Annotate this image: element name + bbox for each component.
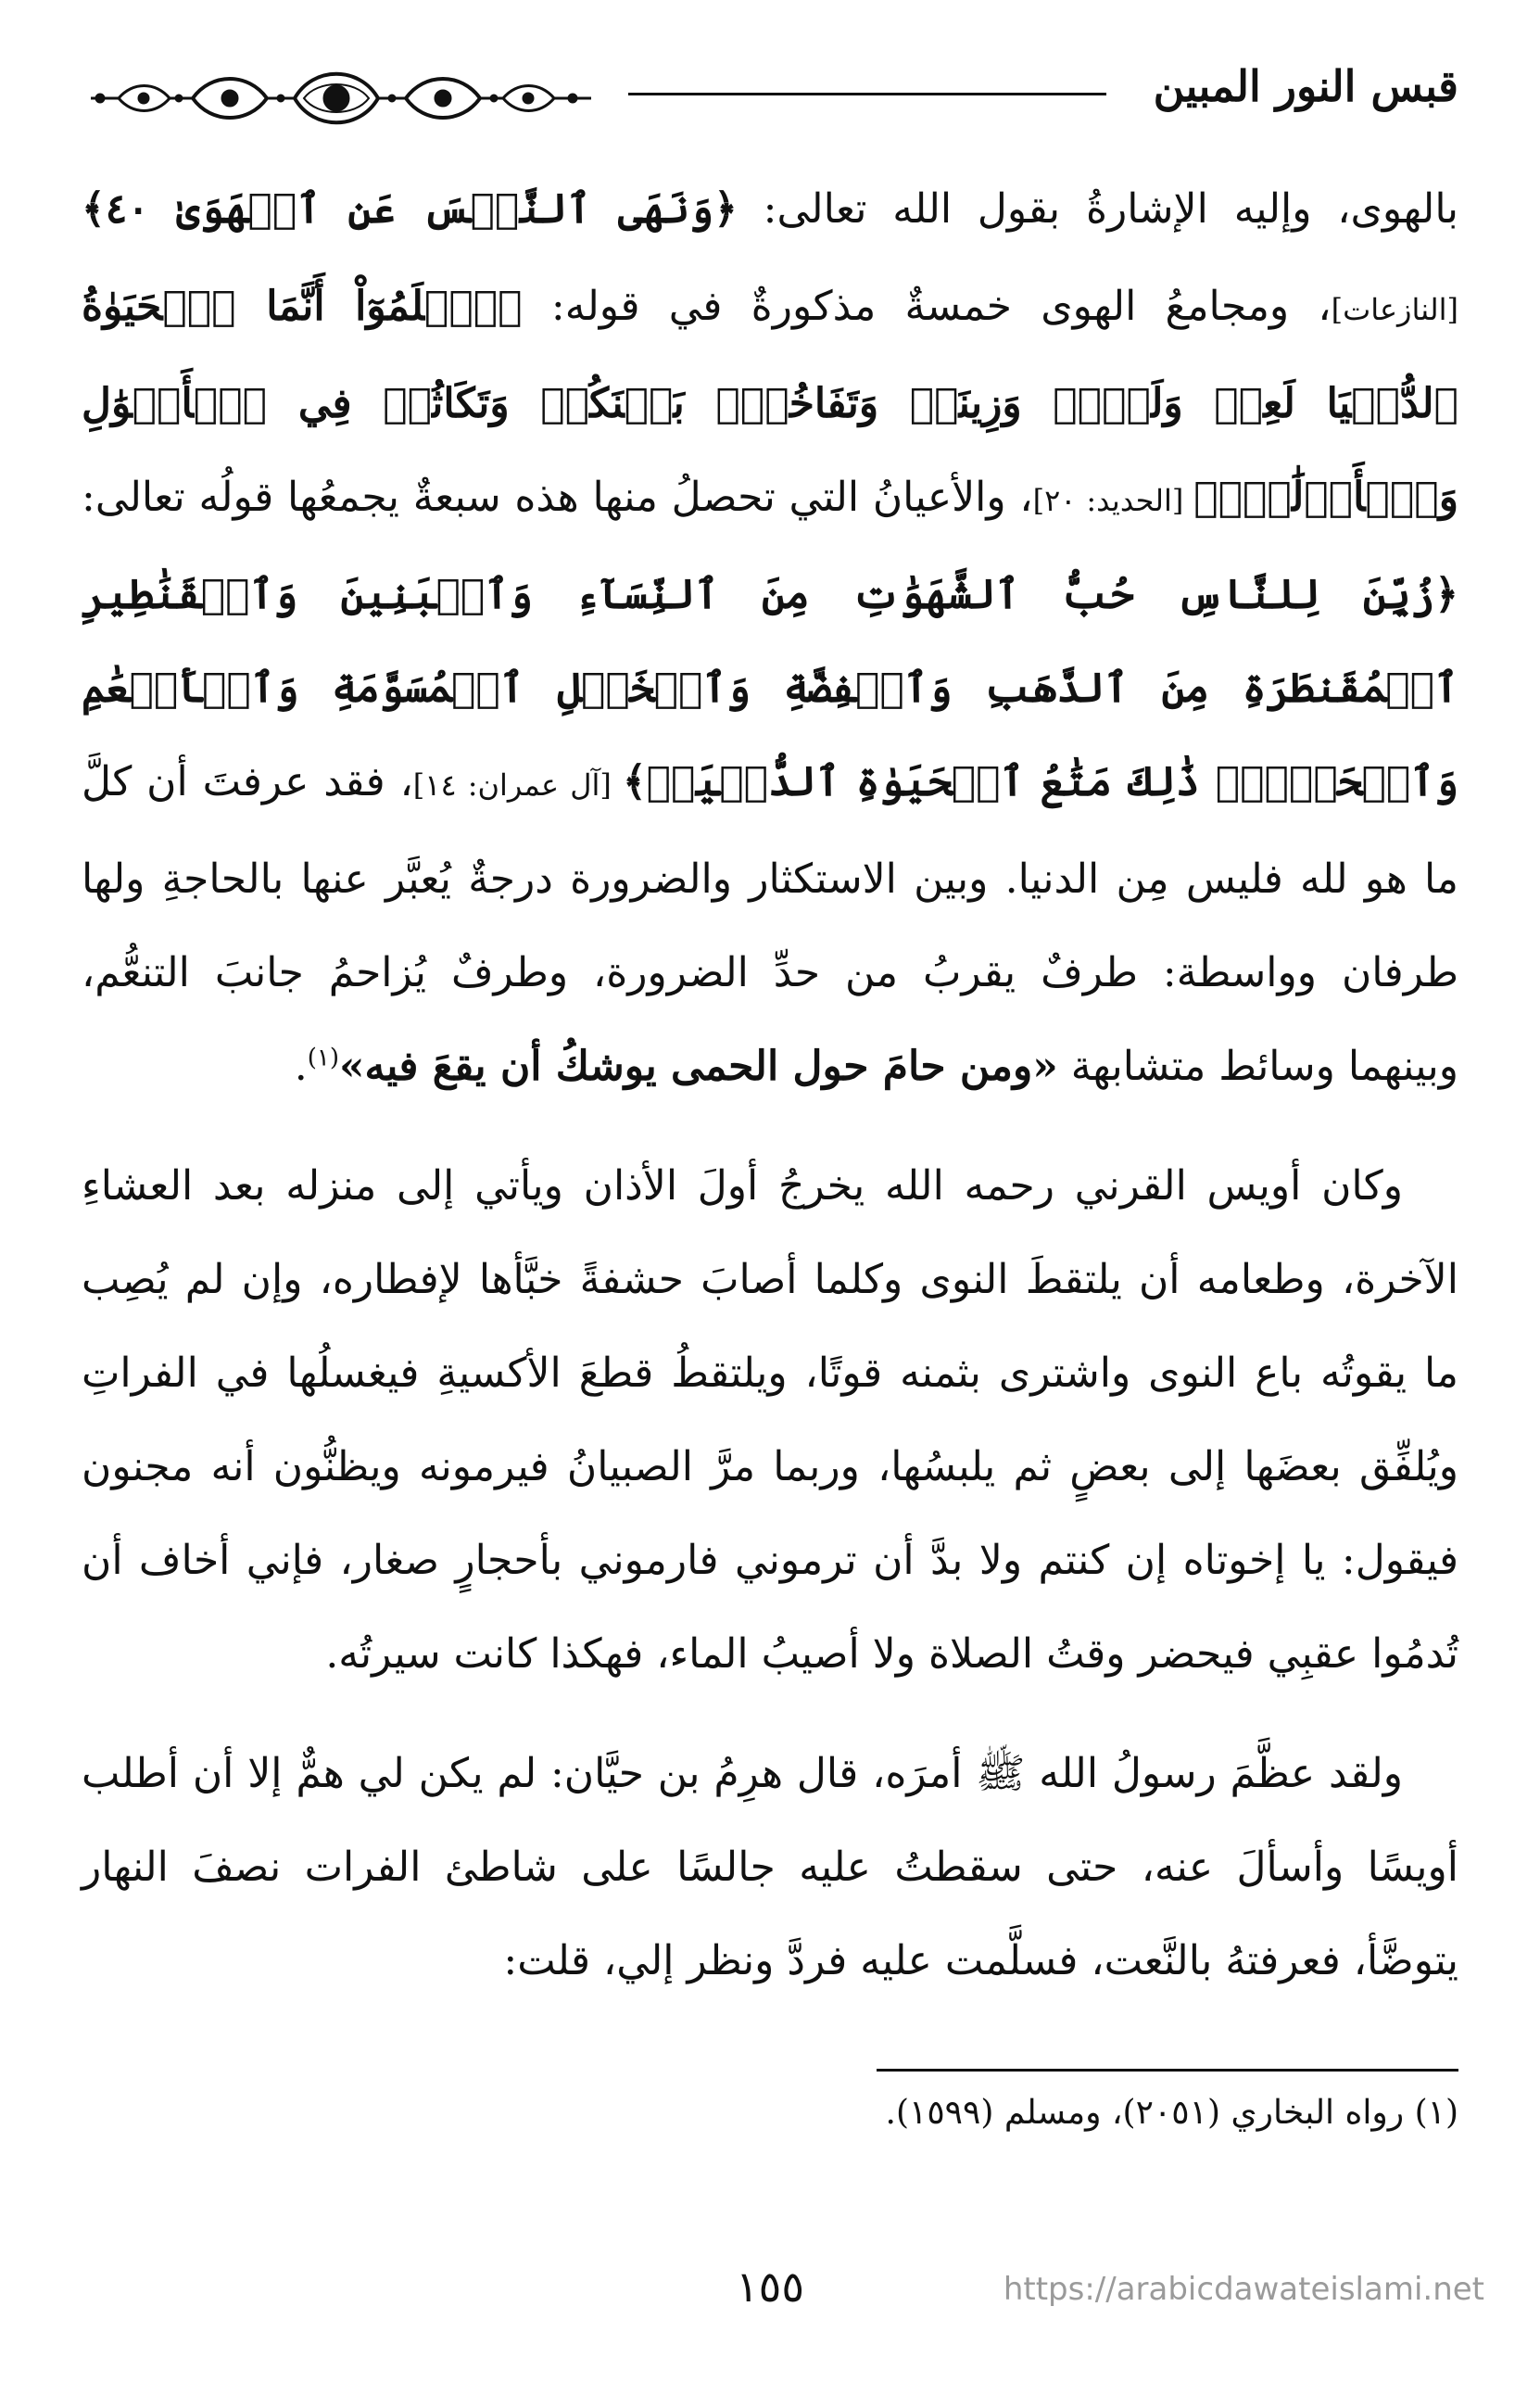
paragraph: [82, 1727, 1458, 2008]
paragraph-text: ، ومجامعُ الهوى خمسةٌ مذكورةٌ في قوله:: [522, 283, 1332, 330]
hadith-quote: «ومن حامَ حول الحمى يوشكُ أن يقعَ فيه»: [338, 1043, 1058, 1090]
header-rule: [628, 93, 1106, 95]
paragraph-text: .: [294, 1043, 308, 1090]
verse-reference: [الحديد: ٢٠]: [1032, 483, 1194, 518]
paragraph-text: بالهوى، وإليه الإشارةُ بقول الله تعالى:: [737, 185, 1458, 233]
running-header: [82, 52, 1458, 154]
verse-reference: [النازعات]: [1331, 292, 1459, 327]
paragraph: [82, 1139, 1458, 1701]
page-number: ١٥٥: [735, 2262, 805, 2312]
quran-verse: ﴿وَنَهَى ٱلنَّفۡسَ عَنِ ٱلۡهَوَىٰ ٤٠﴾: [82, 185, 738, 233]
footnote-marker: (١): [307, 1044, 339, 1072]
quran-verse: ﴿زُيِّنَ لِلنَّاسِ حُبُّ ٱلشَّهَوَٰتِ مِنَ ٱلنِّسَآءِ وَٱلۡبَنِينَ وَٱلۡقَنَٰطِيرِ ٱلۡمُقَنطَرَةِ مِنَ ٱلذَّهَبِ وَٱلۡفِضَّةِ وَٱلۡخَيۡلِ ٱلۡمُسَوَّمَةِ وَٱلۡأَنۡعَٰمِ وَٱلۡحَرۡثِۗ ذَٰلِكَ مَتَٰعُ ٱلۡحَيَوٰةِ ٱلدُّنۡيَاۖ﴾: [82, 571, 1459, 805]
paragraph: [82, 162, 1458, 1113]
header-title: قبس النور المبين: [1153, 61, 1458, 111]
paragraph-text: وكان أويس القرني رحمه الله يخرجُ أولَ الأذان ويأتي إلى منزله بعد العشاءِ الآخرة، وطعامه أن يلتقطَ النوى وكلما أصابَ حشفةً خبَّأها لإفطاره، وإن لم يُصِب ما يقوتُه باع النوى واشترى بثمنه قوتًا، ويلتقطُ قطعَ الأكسيةِ فيغسلُها في الفراتِ ويُلفِّق بعضَها إلى بعضٍ ثم يلبسُها، وربما مرَّ الصبيانُ فيرمونه ويظنُّون أنه مجنون فيقول: يا إخوتاه إن كنتم ولا بدَّ أن ترموني فارموني بأحجارٍ صغار، فإني أخاف أن تُدمُوا عقبِي فيحضر وقتُ الصلاة ولا أصيبُ الماء، فهكذا كانت سيرتُه.: [82, 1162, 1458, 1678]
paragraph-text: ، فقد عرفتَ أن كلَّ ما هو لله فليس مِن الدنيا. وبين الاستكثار والضرورة درجةٌ يُعبَّر عنها بالحاجةِ ولها طرفان وواسطة: طرفٌ يقربُ من حدِّ الضرورة، وطرفٌ يُزاحمُ جانبَ التنعُّم، وبينهما وسائط متشابهة: [82, 758, 1458, 1090]
paragraph-text: ولقد عظَّمَ رسولُ الله ﷺ أمرَه، قال هرِمُ بن حيَّان: لم يكن لي همٌّ إلا أن أطلب أويسًا وأسألَ عنه، حتى سقطتُ عليه جالسًا على شاطئ الفرات نصفَ النهار يتوضَّأ، فعرفتهُ بالنَّعت، فسلَّمت عليه فردَّ ونظر إلي، قلت:: [82, 1750, 1458, 1984]
arabesque-ornament-icon: [82, 52, 600, 145]
quran-verse: ﴿ٱعۡلَمُوٓاْ أَنَّمَا ٱلۡحَيَوٰةُ ٱلدُّنۡيَا لَعِبٞ وَلَهۡوٞ وَزِينَةٞ وَتَفَاخُرُۢ بَيۡنَكُمۡ وَتَكَاثُرٞ فِي ٱلۡأَمۡوَٰلِ وَٱلۡأَوۡلَٰدِۖ﴾: [82, 283, 1459, 521]
footnote: (١) رواه البخاري (٢٠٥١)، ومسلم (١٥٩٩).: [885, 2094, 1458, 2132]
verse-reference: [آل عمران: ١٤]: [412, 767, 623, 803]
footnote-rule: [877, 2069, 1458, 2072]
watermark-url: https://arabicdawateislami.net: [1003, 2271, 1484, 2308]
main-text: [82, 162, 1458, 2034]
paragraph-text: ، والأعيانُ التي تحصلُ منها هذه سبعةٌ يجمعُها قولُه تعالى:: [82, 474, 1033, 521]
